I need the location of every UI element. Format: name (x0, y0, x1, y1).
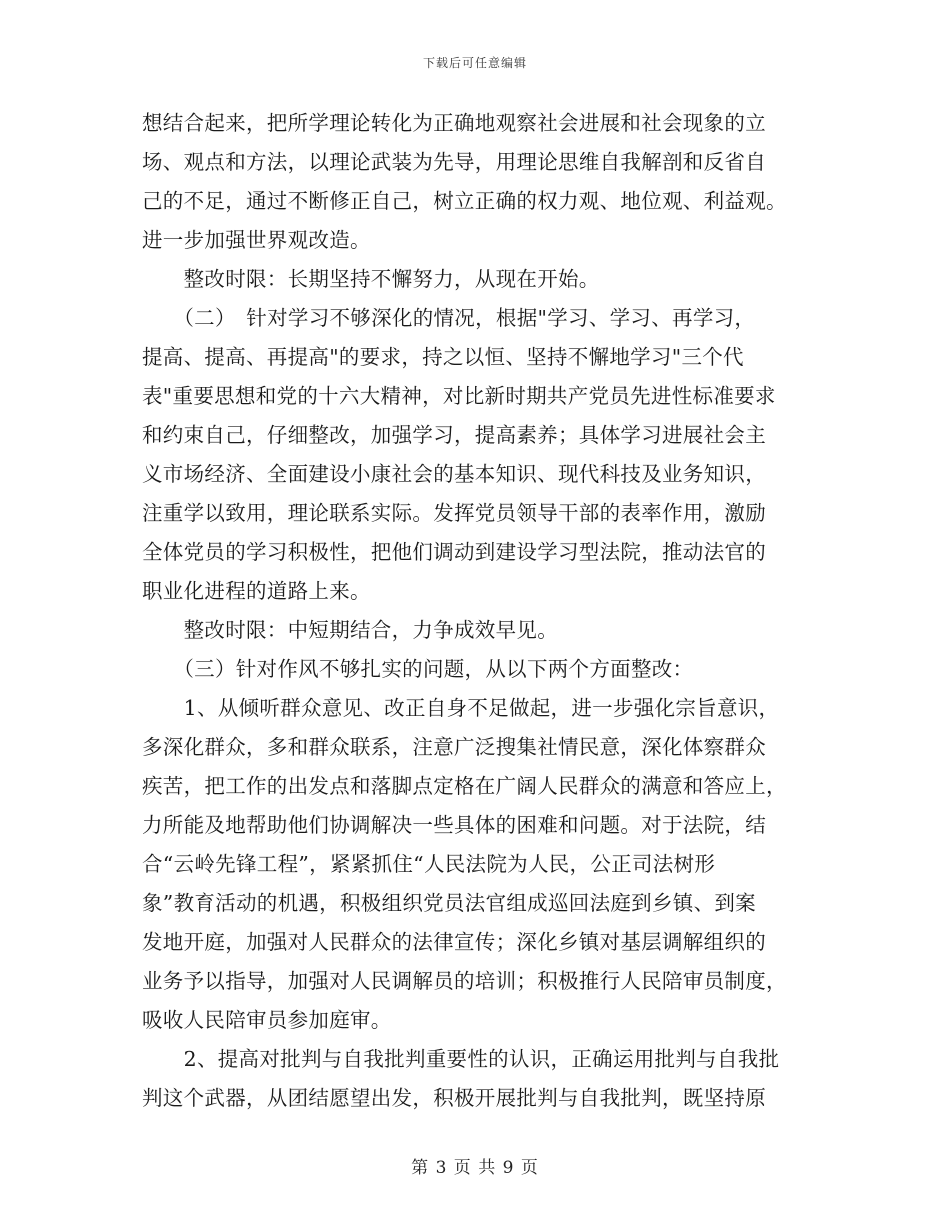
text-line: 合“云岭先锋工程”，紧紧抓住“人民法院为人民，公正司法树形 (142, 852, 716, 876)
text-line: 和约束自己，仔细整改，加强学习，提高素养；具体学习进展社会主 (142, 423, 766, 447)
text-line: 疾苦，把工作的出发点和落脚点定格在广阔人民群众的满意和答应上， (142, 774, 787, 798)
text-line: 表"重要思想和党的十六大精神，对比新时期共产党员先进性标准要求 (142, 384, 776, 408)
text-line: 整改时限：中短期结合，力争成效早见。 (142, 618, 558, 642)
text-line: 己的不足，通过不断修正自己，树立正确的权力观、地位观、利益观。 (142, 189, 787, 213)
document-body (142, 108, 822, 1114)
text-line: 整改时限：长期坚持不懈努力，从现在开始。 (142, 267, 600, 291)
text-line: 想结合起来，把所学理论转化为正确地观察社会进展和社会现象的立 (142, 111, 766, 135)
text-line: 全体党员的学习积极性，把他们调动到建设学习型法院，推动法官的 (142, 540, 766, 564)
text-line: （二） 针对学习不够深化的情况，根据"学习、学习、再学习， (142, 306, 756, 330)
text-line: 2、提高对批判与自我批判重要性的认识，正确运用批判与自我批 (142, 1047, 780, 1071)
text-line: 多深化群众，多和群众联系，注意广泛搜集社情民意，深化体察群众 (142, 735, 766, 759)
text-line: 判这个武器，从团结愿望出发，积极开展批判与自我批判，既坚持原 (142, 1086, 766, 1110)
text-line: 业务予以指导，加强对人民调解员的培训；积极推行人民陪审员制度， (142, 969, 787, 993)
text-line: 义市场经济、全面建设小康社会的基本知识、现代科技及业务知识， (142, 462, 766, 486)
text-line: 场、观点和方法，以理论武装为先导，用理论思维自我解剖和反省自 (142, 150, 766, 174)
text-line: 吸收人民陪审员参加庭审。 (142, 1008, 392, 1032)
text-line: 职业化进程的道路上来。 (142, 579, 371, 603)
text-line: 力所能及地帮助他们协调解决一些具体的困难和问题。对于法院，结 (142, 813, 766, 837)
page-number: 第 3 页 共 9 页 (411, 1158, 539, 1178)
text-line: 注重学以致用，理论联系实际。发挥党员领导干部的表率作用，激励 (142, 501, 766, 525)
text-line: 进一步加强世界观改造。 (142, 228, 371, 252)
text-line: 发地开庭，加强对人民群众的法律宣传；深化乡镇对基层调解组织的 (142, 930, 766, 954)
header-note: 下载后可任意编辑 (422, 56, 527, 70)
text-line: 象”教育活动的机遇，积极组织党员法官组成巡回法庭到乡镇、到案 (142, 891, 756, 915)
text-line: 1、从倾听群众意见、改正自身不足做起，进一步强化宗旨意识， (142, 696, 780, 720)
text-line: （三）针对作风不够扎实的问题，从以下两个方面整改： (142, 657, 694, 681)
text-line: 提高、提高、再提高"的要求，持之以恒、坚持不懈地学习"三个代 (142, 345, 744, 369)
